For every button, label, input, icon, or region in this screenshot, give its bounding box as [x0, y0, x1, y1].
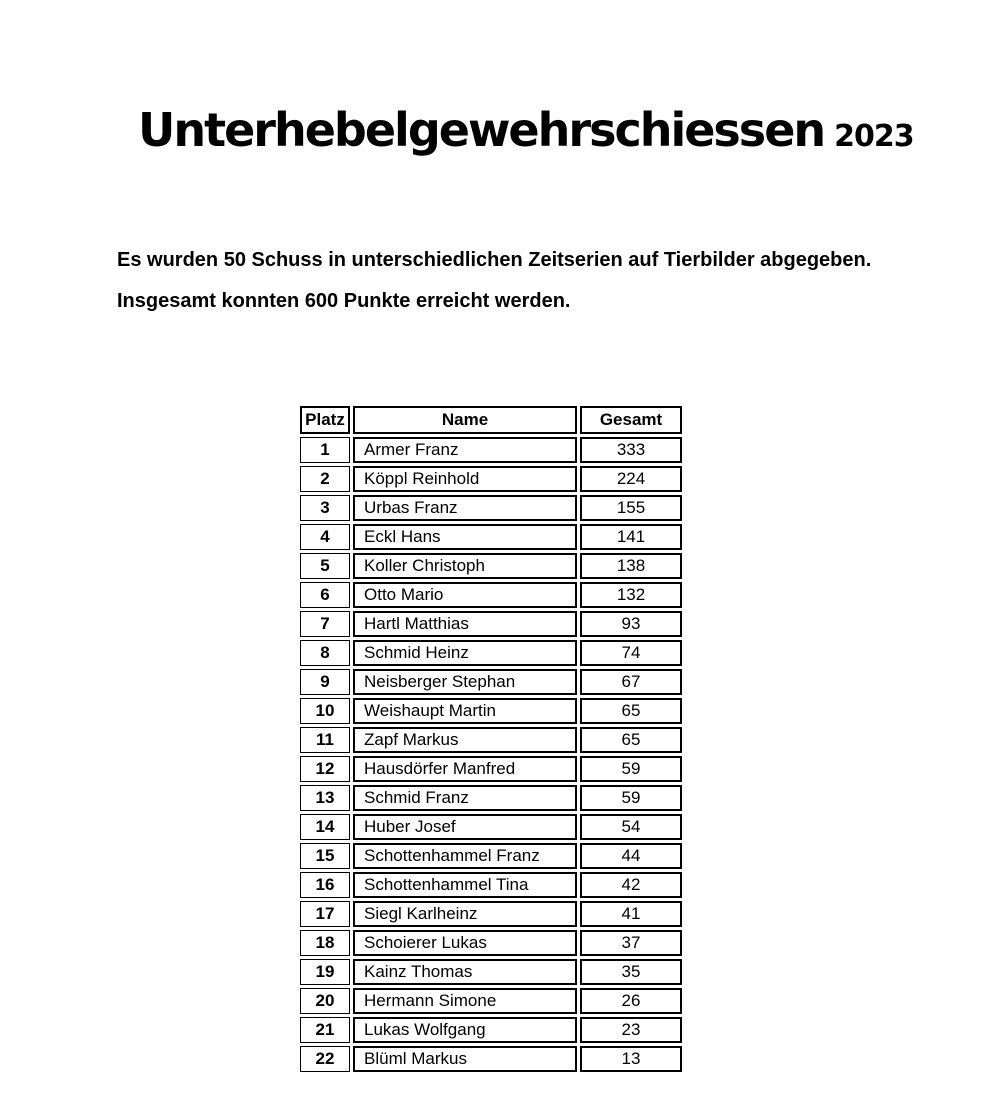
cell-gesamt: 23: [580, 1017, 682, 1043]
intro-line-1: Es wurden 50 Schuss in unterschiedlichen Zeitserien auf Tierbilder abgegeben.: [117, 249, 872, 271]
cell-gesamt: 26: [580, 988, 682, 1014]
cell-gesamt: 59: [580, 785, 682, 811]
cell-name: Hartl Matthias: [353, 611, 577, 637]
cell-name: Kainz Thomas: [353, 959, 577, 985]
table-row: [300, 872, 682, 898]
cell-platz: 19: [300, 959, 350, 985]
cell-platz: 22: [300, 1046, 350, 1072]
page-title-year: 2023: [834, 119, 914, 154]
table-row: [300, 524, 682, 550]
cell-name: Zapf Markus: [353, 727, 577, 753]
cell-platz: 5: [300, 553, 350, 579]
cell-name: Lukas Wolfgang: [353, 1017, 577, 1043]
cell-platz: 3: [300, 495, 350, 521]
table-row: [300, 466, 682, 492]
table-row: [300, 611, 682, 637]
cell-name: Hausdörfer Manfred: [353, 756, 577, 782]
cell-gesamt: 132: [580, 582, 682, 608]
table-row: [300, 698, 682, 724]
cell-platz: 20: [300, 988, 350, 1014]
cell-platz: 16: [300, 872, 350, 898]
cell-platz: 11: [300, 727, 350, 753]
cell-gesamt: 333: [580, 437, 682, 463]
table-row: [300, 901, 682, 927]
cell-gesamt: 13: [580, 1046, 682, 1072]
column-header-name: Name: [353, 406, 577, 434]
table-row: [300, 727, 682, 753]
table-row: [300, 582, 682, 608]
cell-name: Eckl Hans: [353, 524, 577, 550]
cell-name: Armer Franz: [353, 437, 577, 463]
table-row: [300, 495, 682, 521]
table-row: [300, 843, 682, 869]
cell-name: Hermann Simone: [353, 988, 577, 1014]
table-row: [300, 1046, 682, 1072]
results-table-head: [300, 406, 682, 434]
table-row: [300, 814, 682, 840]
page-title: [138, 103, 914, 157]
cell-platz: 10: [300, 698, 350, 724]
cell-name: Köppl Reinhold: [353, 466, 577, 492]
column-header-gesamt: Gesamt: [580, 406, 682, 434]
cell-name: Blüml Markus: [353, 1046, 577, 1072]
cell-platz: 2: [300, 466, 350, 492]
cell-gesamt: 35: [580, 959, 682, 985]
results-table: [297, 403, 685, 1075]
cell-gesamt: 224: [580, 466, 682, 492]
cell-gesamt: 74: [580, 640, 682, 666]
table-row: [300, 756, 682, 782]
table-header-row: [300, 406, 682, 434]
intro-line-2: Insgesamt konnten 600 Punkte erreicht werden.: [117, 290, 571, 312]
cell-name: Weishaupt Martin: [353, 698, 577, 724]
column-header-platz: Platz: [300, 406, 350, 434]
cell-name: Neisberger Stephan: [353, 669, 577, 695]
results-table-body: [300, 437, 682, 1072]
table-row: [300, 1017, 682, 1043]
cell-gesamt: 42: [580, 872, 682, 898]
cell-platz: 6: [300, 582, 350, 608]
cell-name: Schoierer Lukas: [353, 930, 577, 956]
cell-name: Schmid Franz: [353, 785, 577, 811]
cell-name: Siegl Karlheinz: [353, 901, 577, 927]
table-row: [300, 640, 682, 666]
cell-platz: 21: [300, 1017, 350, 1043]
table-row: [300, 959, 682, 985]
cell-gesamt: 41: [580, 901, 682, 927]
cell-gesamt: 65: [580, 727, 682, 753]
page-title-text: Unterhebelgewehrschiessen: [138, 103, 825, 157]
table-row: [300, 930, 682, 956]
cell-gesamt: 138: [580, 553, 682, 579]
cell-name: Schottenhammel Franz: [353, 843, 577, 869]
cell-gesamt: 93: [580, 611, 682, 637]
cell-platz: 1: [300, 437, 350, 463]
cell-name: Schottenhammel Tina: [353, 872, 577, 898]
cell-gesamt: 59: [580, 756, 682, 782]
cell-name: Koller Christoph: [353, 553, 577, 579]
cell-gesamt: 155: [580, 495, 682, 521]
cell-gesamt: 44: [580, 843, 682, 869]
table-row: [300, 785, 682, 811]
cell-platz: 13: [300, 785, 350, 811]
table-row: [300, 669, 682, 695]
cell-platz: 18: [300, 930, 350, 956]
cell-name: Urbas Franz: [353, 495, 577, 521]
table-row: [300, 553, 682, 579]
table-row: [300, 988, 682, 1014]
cell-name: Otto Mario: [353, 582, 577, 608]
cell-name: Schmid Heinz: [353, 640, 577, 666]
cell-platz: 17: [300, 901, 350, 927]
cell-gesamt: 54: [580, 814, 682, 840]
cell-gesamt: 65: [580, 698, 682, 724]
cell-platz: 15: [300, 843, 350, 869]
cell-platz: 12: [300, 756, 350, 782]
cell-gesamt: 141: [580, 524, 682, 550]
cell-platz: 7: [300, 611, 350, 637]
cell-name: Huber Josef: [353, 814, 577, 840]
cell-gesamt: 67: [580, 669, 682, 695]
intro-paragraph: [117, 240, 871, 322]
cell-platz: 4: [300, 524, 350, 550]
cell-gesamt: 37: [580, 930, 682, 956]
table-row: [300, 437, 682, 463]
cell-platz: 8: [300, 640, 350, 666]
cell-platz: 9: [300, 669, 350, 695]
cell-platz: 14: [300, 814, 350, 840]
